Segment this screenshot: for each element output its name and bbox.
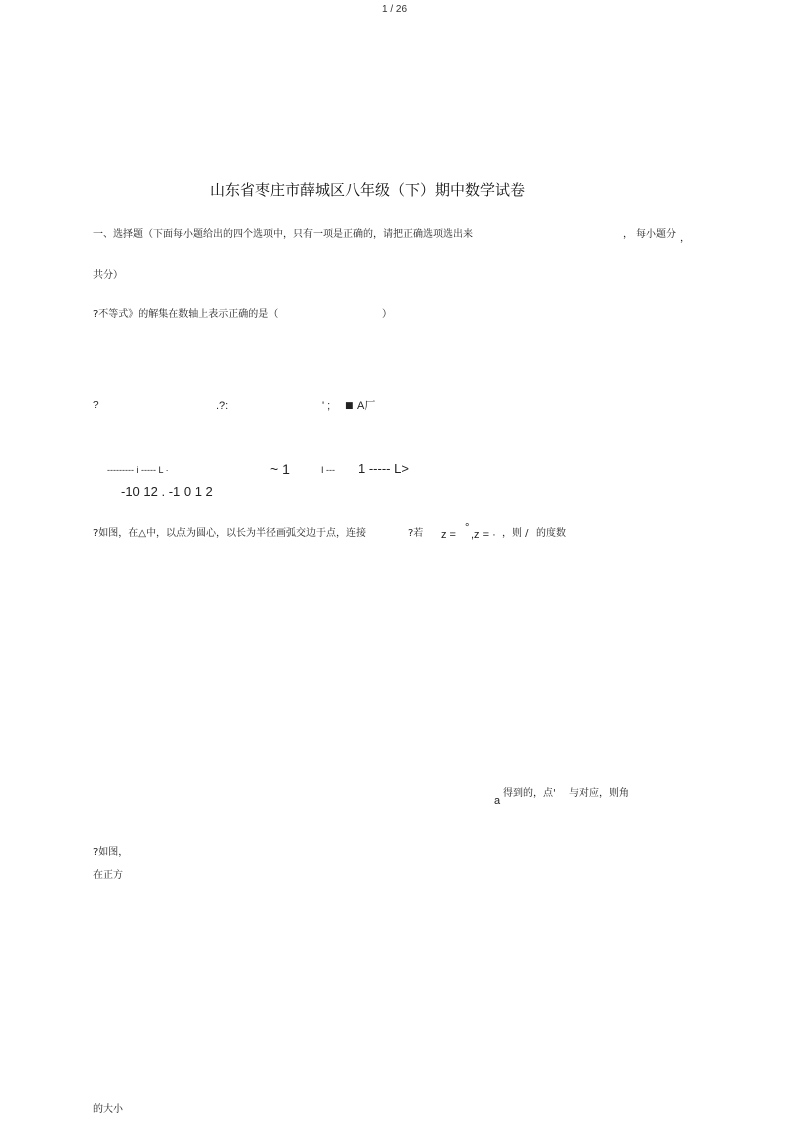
question1-text: ?不等式》的解集在数轴上表示正确的是（ bbox=[93, 309, 279, 320]
question3-end: 与对应，则角 bbox=[569, 788, 629, 799]
question4-line3: 的大小 bbox=[93, 1104, 123, 1115]
number-line-c: I --- bbox=[321, 465, 335, 475]
number-line-a: --------- i ----- L · bbox=[107, 465, 169, 475]
section1-instructions: 一、选择题（下面每小题给出的四个选项中，只有一项是正确的，请把正确选项选出来 bbox=[93, 229, 473, 240]
number-line-numbers: -10 12 . -1 0 1 2 bbox=[121, 484, 213, 499]
question2-degree-text: 的度数 bbox=[536, 528, 566, 539]
question4-line1: ?如图， bbox=[93, 847, 129, 858]
question2-text: ?如图，在△中，以点为圆心，以长为半径画弧交边于点，连接 bbox=[93, 528, 366, 539]
question3-a: a bbox=[494, 795, 501, 807]
question2-degree-sign: ° bbox=[465, 522, 470, 534]
number-line-d: 1 ----- L> bbox=[358, 461, 409, 476]
page-indicator: 1 / 26 bbox=[382, 4, 408, 15]
question1-option-marker: ? bbox=[93, 400, 99, 411]
question1-option-c: ' ; bbox=[322, 400, 331, 412]
question1-close-paren: ） bbox=[382, 309, 392, 320]
question2-then: ，则 / bbox=[502, 528, 529, 539]
question4-line2: 在正方 bbox=[93, 870, 123, 881]
section1-tail-comma: ， bbox=[623, 229, 633, 240]
question1-option-d-square: ■ bbox=[345, 401, 354, 411]
question2-angle-1: z = bbox=[441, 529, 456, 541]
section1-tail-comma-2: ， bbox=[680, 233, 690, 244]
section1-total: 共分） bbox=[93, 270, 123, 281]
question1-option-b: .?: bbox=[216, 400, 229, 412]
question2-angle-2: ,z = · bbox=[471, 529, 496, 541]
question2-if: ?若 bbox=[408, 528, 424, 539]
number-line-b: ~ 1 bbox=[270, 461, 290, 477]
question3-text: 得到的，点' bbox=[503, 788, 556, 799]
section1-tail-score: 每小题分 bbox=[636, 229, 676, 240]
document-title: 山东省枣庄市薛城区八年级（下）期中数学试卷 bbox=[210, 181, 526, 199]
question1-option-d-text: A厂 bbox=[357, 400, 376, 412]
